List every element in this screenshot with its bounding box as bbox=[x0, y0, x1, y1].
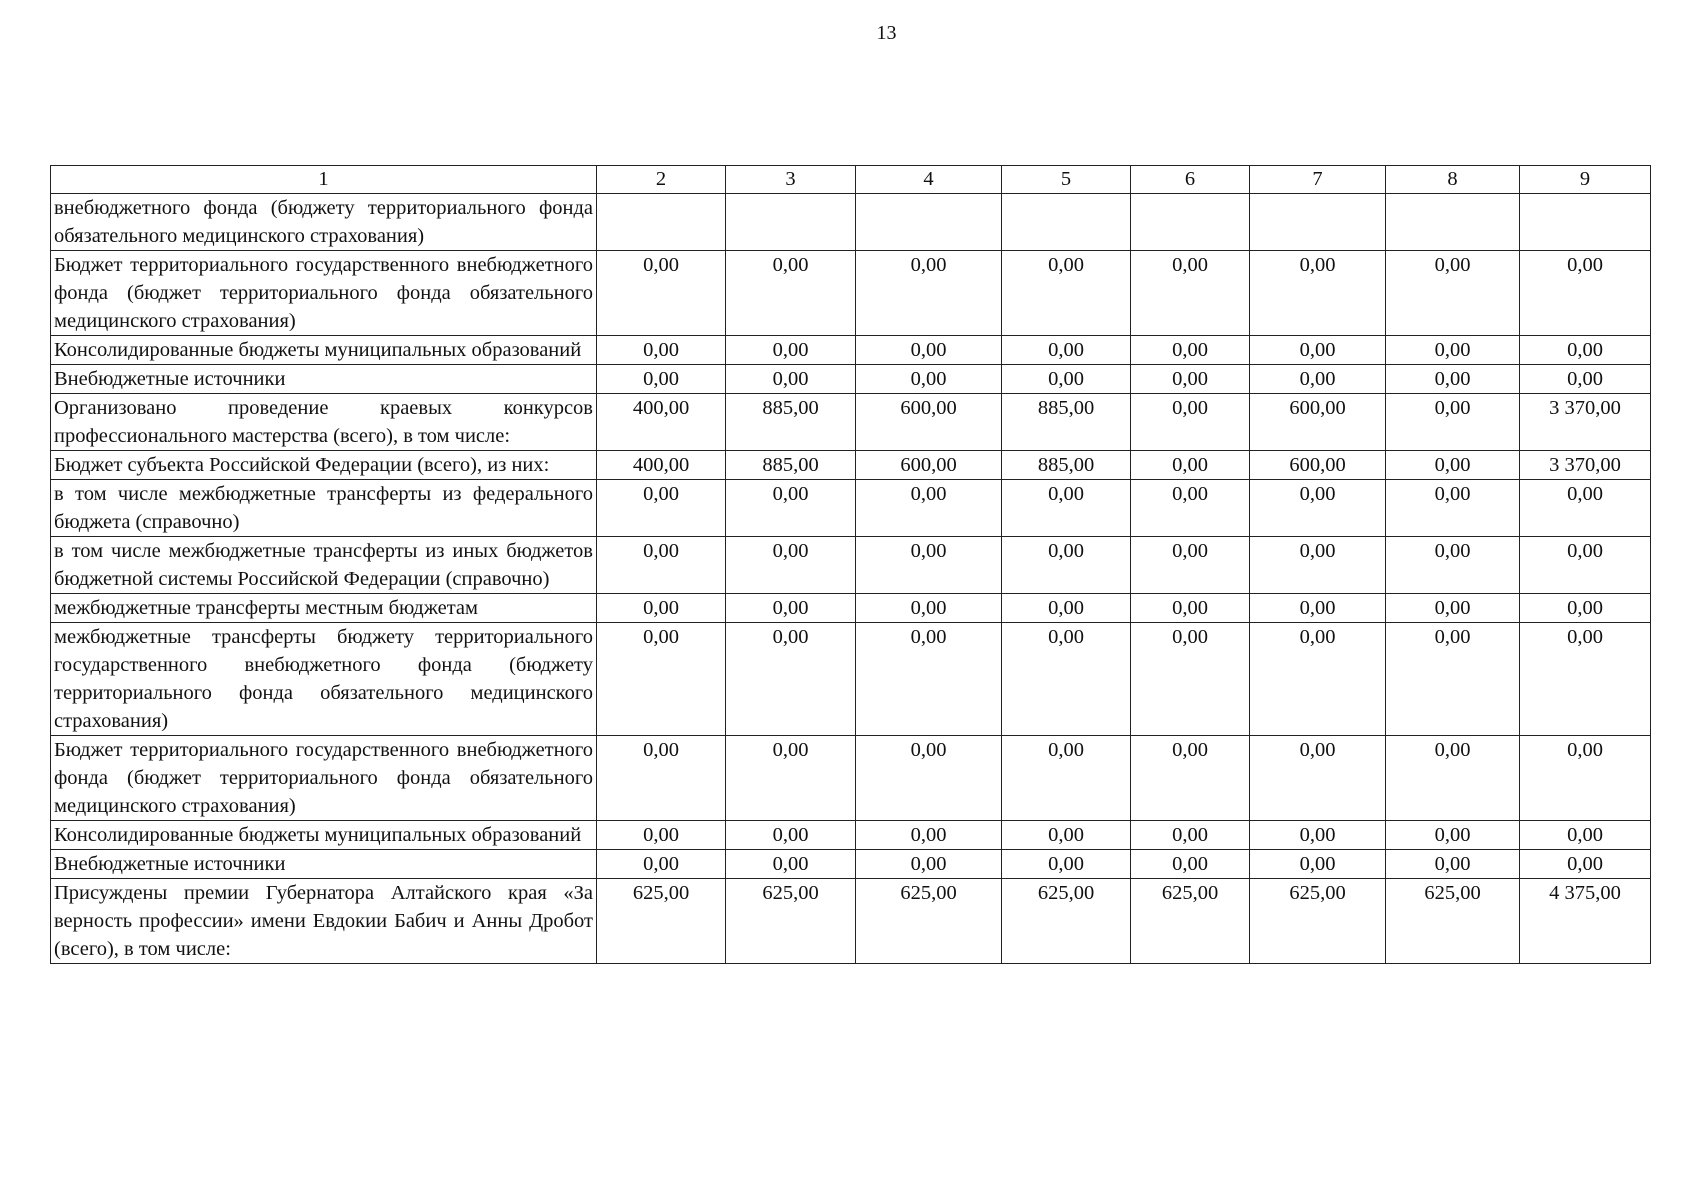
cell-value: 0,00 bbox=[1250, 365, 1386, 394]
row-description: межбюджетные трансферты местным бюджетам bbox=[51, 594, 597, 623]
row-description: Бюджет территориального государственного внебюджетного фонда (бюджет территориального фонда обязательного медицинского страхования) bbox=[51, 251, 597, 336]
cell-value: 0,00 bbox=[1520, 336, 1651, 365]
cell-value: 3 370,00 bbox=[1520, 451, 1651, 480]
cell-value: 0,00 bbox=[1386, 736, 1520, 821]
cell-value: 0,00 bbox=[726, 736, 856, 821]
cell-value: 0,00 bbox=[1002, 594, 1131, 623]
cell-value: 0,00 bbox=[1520, 623, 1651, 736]
row-description: внебюджетного фонда (бюджету территориального фонда обязательного медицинского страхования) bbox=[51, 194, 597, 251]
cell-value bbox=[1002, 194, 1131, 251]
cell-value: 0,00 bbox=[1131, 850, 1250, 879]
cell-value: 0,00 bbox=[726, 336, 856, 365]
cell-value: 0,00 bbox=[1520, 251, 1651, 336]
cell-value: 0,00 bbox=[1002, 365, 1131, 394]
cell-value: 400,00 bbox=[597, 394, 726, 451]
row-description: Присуждены премии Губернатора Алтайского края «За верность профессии» имени Евдокии Бабич и Анны Дробот (всего), в том числе: bbox=[51, 879, 597, 964]
cell-value: 885,00 bbox=[726, 394, 856, 451]
table-row bbox=[51, 451, 1651, 480]
cell-value: 600,00 bbox=[1250, 451, 1386, 480]
row-description: Внебюджетные источники bbox=[51, 850, 597, 879]
table-row bbox=[51, 365, 1651, 394]
column-header: 2 bbox=[597, 166, 726, 194]
column-header: 8 bbox=[1386, 166, 1520, 194]
table-row bbox=[51, 594, 1651, 623]
row-description: Внебюджетные источники bbox=[51, 365, 597, 394]
row-description: в том числе межбюджетные трансферты из федерального бюджета (справочно) bbox=[51, 480, 597, 537]
cell-value: 400,00 bbox=[597, 451, 726, 480]
table-row bbox=[51, 394, 1651, 451]
cell-value: 625,00 bbox=[726, 879, 856, 964]
cell-value: 0,00 bbox=[597, 821, 726, 850]
column-header: 5 bbox=[1002, 166, 1131, 194]
cell-value: 0,00 bbox=[856, 480, 1002, 537]
cell-value: 0,00 bbox=[597, 594, 726, 623]
cell-value: 625,00 bbox=[1386, 879, 1520, 964]
cell-value: 0,00 bbox=[1520, 821, 1651, 850]
cell-value: 0,00 bbox=[1002, 251, 1131, 336]
cell-value: 0,00 bbox=[597, 537, 726, 594]
cell-value: 625,00 bbox=[856, 879, 1002, 964]
cell-value: 0,00 bbox=[726, 821, 856, 850]
cell-value: 0,00 bbox=[1131, 623, 1250, 736]
cell-value: 0,00 bbox=[1386, 336, 1520, 365]
cell-value: 625,00 bbox=[1250, 879, 1386, 964]
cell-value: 3 370,00 bbox=[1520, 394, 1651, 451]
column-header: 7 bbox=[1250, 166, 1386, 194]
cell-value: 0,00 bbox=[597, 623, 726, 736]
table-row bbox=[51, 480, 1651, 537]
cell-value: 885,00 bbox=[1002, 451, 1131, 480]
cell-value: 625,00 bbox=[597, 879, 726, 964]
row-description: Бюджет субъекта Российской Федерации (всего), из них: bbox=[51, 451, 597, 480]
cell-value: 0,00 bbox=[1520, 365, 1651, 394]
cell-value: 0,00 bbox=[1131, 251, 1250, 336]
column-header: 6 bbox=[1131, 166, 1250, 194]
cell-value: 0,00 bbox=[1250, 537, 1386, 594]
cell-value: 0,00 bbox=[1002, 821, 1131, 850]
cell-value: 600,00 bbox=[856, 394, 1002, 451]
cell-value: 0,00 bbox=[726, 594, 856, 623]
cell-value: 0,00 bbox=[1250, 736, 1386, 821]
table-row bbox=[51, 537, 1651, 594]
cell-value: 600,00 bbox=[1250, 394, 1386, 451]
cell-value: 0,00 bbox=[1131, 537, 1250, 594]
cell-value: 885,00 bbox=[1002, 394, 1131, 451]
table-header bbox=[51, 166, 1651, 194]
row-description: межбюджетные трансферты бюджету территориального государственного внебюджетного фонда (бюджету территориального фонда обязательного медицинского страхования) bbox=[51, 623, 597, 736]
cell-value: 0,00 bbox=[1131, 336, 1250, 365]
cell-value: 0,00 bbox=[597, 365, 726, 394]
cell-value: 0,00 bbox=[726, 365, 856, 394]
table-body bbox=[51, 194, 1651, 964]
table-row bbox=[51, 879, 1651, 964]
cell-value: 0,00 bbox=[1250, 821, 1386, 850]
cell-value bbox=[1520, 194, 1651, 251]
cell-value: 0,00 bbox=[1386, 480, 1520, 537]
row-description: Консолидированные бюджеты муниципальных образований bbox=[51, 821, 597, 850]
cell-value: 0,00 bbox=[597, 736, 726, 821]
page-number: 13 bbox=[876, 22, 897, 44]
cell-value: 0,00 bbox=[1386, 850, 1520, 879]
table-row bbox=[51, 736, 1651, 821]
cell-value: 0,00 bbox=[726, 623, 856, 736]
cell-value: 600,00 bbox=[856, 451, 1002, 480]
column-header: 3 bbox=[726, 166, 856, 194]
cell-value: 0,00 bbox=[1131, 365, 1250, 394]
cell-value: 0,00 bbox=[856, 850, 1002, 879]
cell-value: 0,00 bbox=[856, 336, 1002, 365]
cell-value bbox=[597, 194, 726, 251]
cell-value bbox=[1131, 194, 1250, 251]
cell-value: 0,00 bbox=[856, 537, 1002, 594]
table-row bbox=[51, 821, 1651, 850]
cell-value bbox=[856, 194, 1002, 251]
cell-value: 885,00 bbox=[726, 451, 856, 480]
cell-value: 0,00 bbox=[726, 850, 856, 879]
cell-value bbox=[1250, 194, 1386, 251]
cell-value: 0,00 bbox=[1002, 336, 1131, 365]
cell-value: 0,00 bbox=[1131, 480, 1250, 537]
cell-value: 625,00 bbox=[1131, 879, 1250, 964]
cell-value: 0,00 bbox=[597, 251, 726, 336]
cell-value: 0,00 bbox=[856, 821, 1002, 850]
column-header: 1 bbox=[51, 166, 597, 194]
cell-value: 0,00 bbox=[1520, 736, 1651, 821]
cell-value: 0,00 bbox=[1520, 537, 1651, 594]
cell-value: 0,00 bbox=[1520, 850, 1651, 879]
cell-value: 0,00 bbox=[1131, 821, 1250, 850]
cell-value: 0,00 bbox=[1250, 623, 1386, 736]
cell-value: 0,00 bbox=[1131, 736, 1250, 821]
cell-value: 0,00 bbox=[1520, 594, 1651, 623]
cell-value: 0,00 bbox=[1131, 451, 1250, 480]
cell-value: 0,00 bbox=[1250, 251, 1386, 336]
cell-value: 0,00 bbox=[856, 623, 1002, 736]
cell-value: 0,00 bbox=[1002, 537, 1131, 594]
cell-value: 0,00 bbox=[1386, 451, 1520, 480]
cell-value: 0,00 bbox=[1002, 480, 1131, 537]
budget-table bbox=[50, 165, 1651, 964]
cell-value: 0,00 bbox=[726, 251, 856, 336]
cell-value: 0,00 bbox=[597, 480, 726, 537]
cell-value: 0,00 bbox=[1250, 336, 1386, 365]
table-row bbox=[51, 251, 1651, 336]
cell-value: 0,00 bbox=[1002, 623, 1131, 736]
cell-value: 0,00 bbox=[1386, 623, 1520, 736]
cell-value: 0,00 bbox=[1002, 850, 1131, 879]
cell-value: 0,00 bbox=[1131, 394, 1250, 451]
row-description: Бюджет территориального государственного внебюджетного фонда (бюджет территориального фонда обязательного медицинского страхования) bbox=[51, 736, 597, 821]
column-header: 4 bbox=[856, 166, 1002, 194]
cell-value: 0,00 bbox=[726, 480, 856, 537]
cell-value: 0,00 bbox=[856, 251, 1002, 336]
cell-value: 0,00 bbox=[1520, 480, 1651, 537]
cell-value: 0,00 bbox=[1386, 365, 1520, 394]
cell-value: 0,00 bbox=[1250, 850, 1386, 879]
row-description: Организовано проведение краевых конкурсов профессионального мастерства (всего), в том числе: bbox=[51, 394, 597, 451]
cell-value: 0,00 bbox=[856, 365, 1002, 394]
header-row bbox=[51, 166, 1651, 194]
table-row bbox=[51, 850, 1651, 879]
cell-value bbox=[1386, 194, 1520, 251]
row-description: в том числе межбюджетные трансферты из иных бюджетов бюджетной системы Российской Федерации (справочно) bbox=[51, 537, 597, 594]
column-header: 9 bbox=[1520, 166, 1651, 194]
cell-value: 0,00 bbox=[856, 594, 1002, 623]
table-row bbox=[51, 623, 1651, 736]
cell-value: 0,00 bbox=[1386, 537, 1520, 594]
table-row bbox=[51, 194, 1651, 251]
cell-value: 0,00 bbox=[597, 850, 726, 879]
cell-value bbox=[726, 194, 856, 251]
cell-value: 625,00 bbox=[1002, 879, 1131, 964]
cell-value: 0,00 bbox=[1386, 251, 1520, 336]
cell-value: 4 375,00 bbox=[1520, 879, 1651, 964]
cell-value: 0,00 bbox=[726, 537, 856, 594]
row-description: Консолидированные бюджеты муниципальных образований bbox=[51, 336, 597, 365]
cell-value: 0,00 bbox=[856, 736, 1002, 821]
cell-value: 0,00 bbox=[1386, 594, 1520, 623]
cell-value: 0,00 bbox=[1131, 594, 1250, 623]
cell-value: 0,00 bbox=[1250, 480, 1386, 537]
cell-value: 0,00 bbox=[1386, 821, 1520, 850]
cell-value: 0,00 bbox=[1002, 736, 1131, 821]
cell-value: 0,00 bbox=[597, 336, 726, 365]
cell-value: 0,00 bbox=[1386, 394, 1520, 451]
cell-value: 0,00 bbox=[1250, 594, 1386, 623]
table-row bbox=[51, 336, 1651, 365]
